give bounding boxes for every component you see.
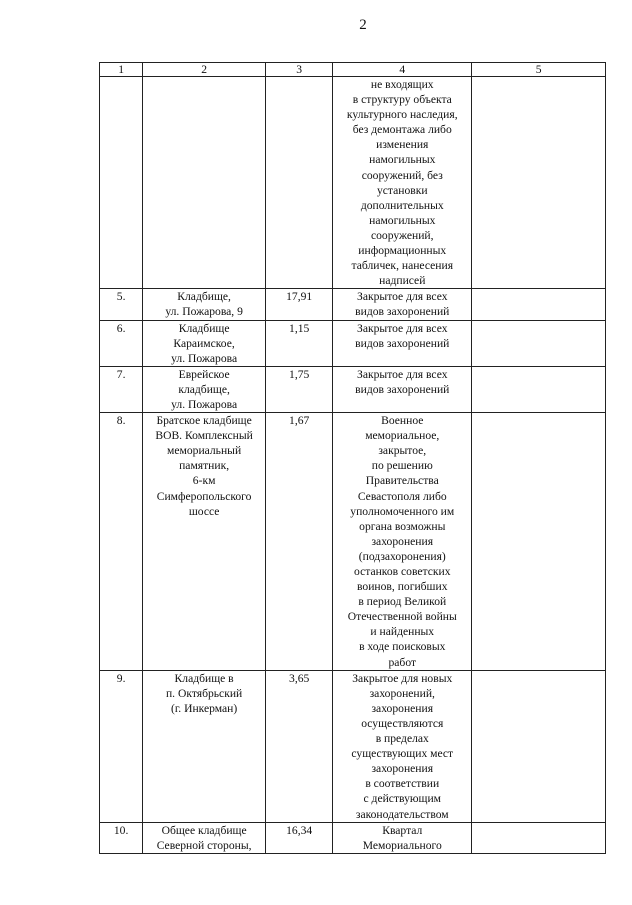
- status-cell: Закрытое для новых захоронений, захоронения осуществляются в пределах существующих мест захоронения в соответствии с действующим законодательством: [333, 670, 472, 822]
- row-number-cell: 7.: [100, 366, 143, 412]
- table-row: [100, 77, 606, 289]
- table-row: [100, 289, 606, 320]
- notes-cell: [472, 320, 606, 366]
- column-number-2: 2: [143, 63, 266, 77]
- area-cell: 16,34: [265, 822, 332, 853]
- column-number-4: 4: [333, 63, 472, 77]
- cemetery-name-cell: Кладбище в п. Октябрьский (г. Инкерман): [143, 670, 266, 822]
- area-cell: 1,15: [265, 320, 332, 366]
- status-cell: Закрытое для всех видов захоронений: [333, 366, 472, 412]
- column-number-5: 5: [472, 63, 606, 77]
- row-number-cell: 10.: [100, 822, 143, 853]
- notes-cell: [472, 77, 606, 289]
- page-number: 2: [359, 17, 367, 33]
- row-number-cell: [100, 77, 143, 289]
- table-row: [100, 822, 606, 853]
- row-number-cell: 5.: [100, 289, 143, 320]
- column-number-3: 3: [265, 63, 332, 77]
- table-header-row: [100, 63, 606, 77]
- notes-cell: [472, 670, 606, 822]
- area-cell: 1,75: [265, 366, 332, 412]
- table-row: [100, 366, 606, 412]
- notes-cell: [472, 413, 606, 671]
- cemetery-name-cell: Кладбище Караимское, ул. Пожарова: [143, 320, 266, 366]
- row-number-cell: 9.: [100, 670, 143, 822]
- notes-cell: [472, 289, 606, 320]
- notes-cell: [472, 822, 606, 853]
- status-cell: Закрытое для всех видов захоронений: [333, 289, 472, 320]
- area-cell: [265, 77, 332, 289]
- row-number-cell: 8.: [100, 413, 143, 671]
- status-cell: Квартал Мемориального: [333, 822, 472, 853]
- cemetery-name-cell: Еврейское кладбище, ул. Пожарова: [143, 366, 266, 412]
- cemetery-table: [99, 62, 606, 854]
- status-cell: Военное мемориальное, закрытое, по решению Правительства Севастополя либо уполномоченного им органа возможны захоронения (подзахоронения) останков советских воинов, погибших в период Великой Отечественной войны и найденных в ходе поисковых работ: [333, 413, 472, 671]
- table-row: [100, 670, 606, 822]
- cemetery-name-cell: Общее кладбище Северной стороны,: [143, 822, 266, 853]
- status-cell: Закрытое для всех видов захоронений: [333, 320, 472, 366]
- table-row: [100, 413, 606, 671]
- notes-cell: [472, 366, 606, 412]
- status-cell: не входящих в структуру объекта культурного наследия, без демонтажа либо изменения намогильных сооружений, без установки дополнительных намогильных сооружений, информационных табличек, нанесения надписей: [333, 77, 472, 289]
- area-cell: 17,91: [265, 289, 332, 320]
- cemetery-name-cell: Братское кладбище ВОВ. Комплексный мемориальный памятник, 6-км Симферопольского шоссе: [143, 413, 266, 671]
- cemetery-name-cell: Кладбище, ул. Пожарова, 9: [143, 289, 266, 320]
- table-row: [100, 320, 606, 366]
- column-number-1: 1: [100, 63, 143, 77]
- area-cell: 1,67: [265, 413, 332, 671]
- area-cell: 3,65: [265, 670, 332, 822]
- row-number-cell: 6.: [100, 320, 143, 366]
- cemetery-name-cell: [143, 77, 266, 289]
